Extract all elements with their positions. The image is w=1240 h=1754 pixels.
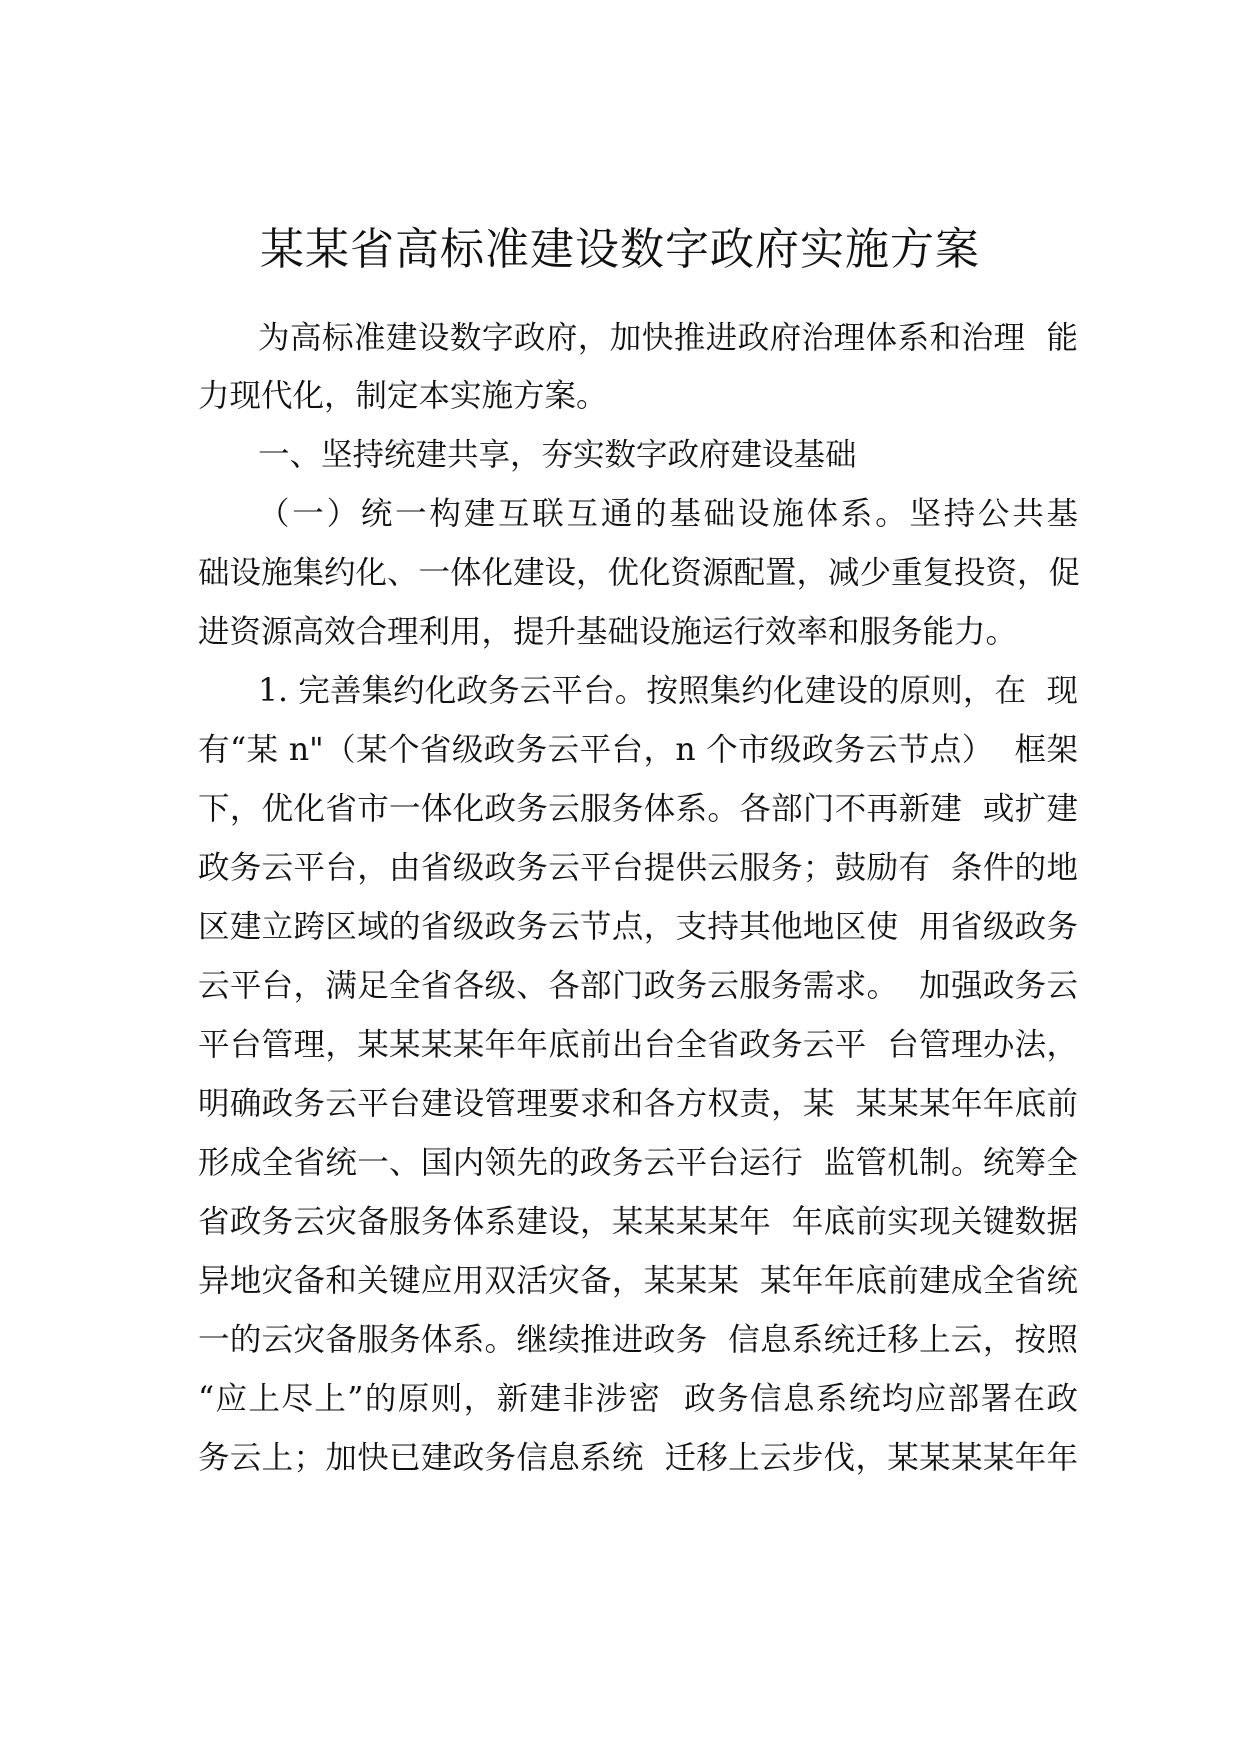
paragraph-line: 进资源高效合理利用，提升基础设施运行效率和服务能力。 [198,614,1018,650]
document-title: 某某省高标准建设数字政府实施方案 [260,224,980,275]
section-heading: 一、坚持统建共享，夯实数字政府建设基础 [258,437,857,473]
paragraph-line: 力现代化，制定本实施方案。 [198,378,608,414]
paragraph-line: 下，优化省市一体化政务云服务体系。各部门不再新建 或扩建 [198,791,1078,827]
paragraph-line: 省政务云灾备服务体系建设，某某某某年 年底前实现关键数据 [198,1204,1078,1240]
paragraph-line: “应上尽上”的原则，新建非涉密 政务信息系统均应部署在政 [198,1381,1078,1417]
paragraph-line: 云平台，满足全省各级、各部门政务云服务需求。 加强政务云 [198,968,1078,1004]
paragraph-line: 异地灾备和关键应用双活灾备，某某某 某年年底前建成全省统 [198,1263,1078,1299]
paragraph-line: 区建立跨区域的省级政务云节点，支持其他地区使 用省级政务 [198,909,1078,945]
paragraph-line: 础设施集约化、一体化建设，优化资源配置，减少重复投资，促 [198,555,1081,591]
paragraph-line: 务云上；加快已建政务信息系统 迁移上云步伐，某某某某年年 [198,1440,1078,1476]
paragraph-line: 平台管理，某某某某年年底前出台全省政务云平 台管理办法， [198,1027,1078,1063]
paragraph-line: 形成全省统一、国内领先的政务云平台运行 监管机制。统筹全 [198,1145,1078,1181]
paragraph-line: 政务云平台，由省级政务云平台提供云服务；鼓励有 条件的地 [198,850,1078,886]
subsection-heading: （一）统一构建互联互通的基础设施体系。坚持公共基 [258,496,1078,532]
paragraph-line: 一的云灾备服务体系。继续推进政务 信息系统迁移上云，按照 [198,1322,1078,1358]
paragraph-line: 明确政务云平台建设管理要求和各方权责，某 某某某年年底前 [198,1086,1078,1122]
paragraph-line: 为高标准建设数字政府，加快推进政府治理体系和治理 能 [258,320,1078,356]
paragraph-line: 有“某 n"（某个省级政务云平台，n 个市级政务云节点） 框架 [198,732,1078,768]
list-item-heading: 1. 完善集约化政务云平台。按照集约化建设的原则，在 现 [258,673,1078,709]
